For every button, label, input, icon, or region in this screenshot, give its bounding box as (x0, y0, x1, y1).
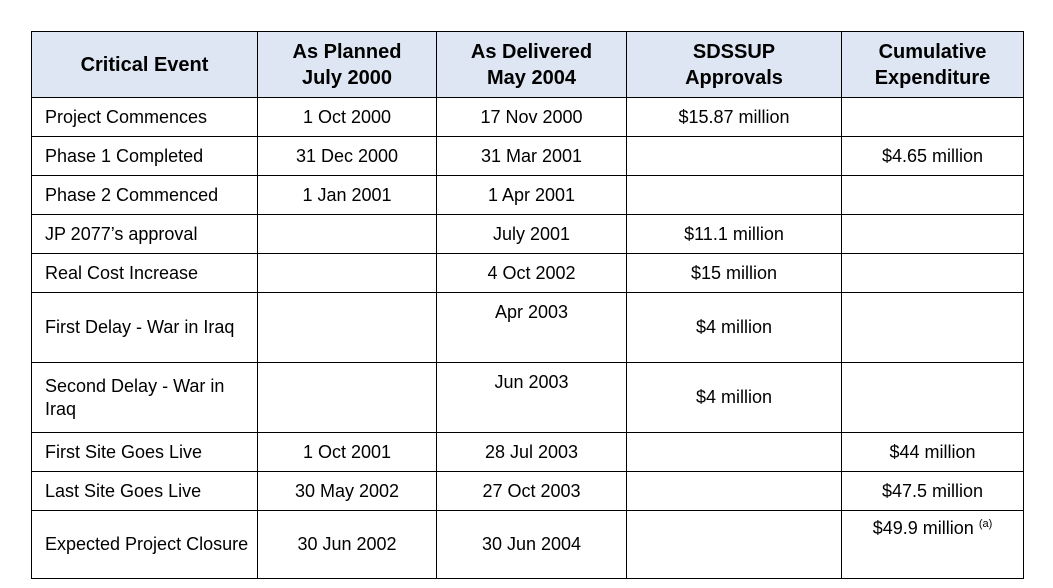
planned-cell: 1 Jan 2001 (258, 176, 437, 215)
planned-cell: 1 Oct 2000 (258, 98, 437, 137)
event-cell: First Site Goes Live (32, 433, 258, 472)
table-row (32, 254, 1024, 293)
cumulative-cell: $47.5 million (842, 472, 1024, 511)
cumulative-cell (842, 215, 1024, 254)
event-cell: Second Delay - War in Iraq (32, 363, 258, 433)
cumulative-cell (842, 176, 1024, 215)
approvals-cell (627, 511, 842, 579)
delivered-cell: 17 Nov 2000 (437, 98, 627, 137)
approvals-cell: $4 million (627, 293, 842, 363)
header-line: SDSSUP (692, 40, 776, 63)
header-critical-event (32, 32, 258, 98)
delivered-cell: 1 Apr 2001 (437, 176, 627, 215)
approvals-cell (627, 472, 842, 511)
approvals-cell: $11.1 million (627, 215, 842, 254)
header-line: July 2000 (301, 66, 393, 89)
cumulative-cell: $44 million (842, 433, 1024, 472)
header-line: Critical Event (80, 53, 209, 76)
approvals-cell: $15 million (627, 254, 842, 293)
event-cell: Real Cost Increase (32, 254, 258, 293)
planned-cell (258, 215, 437, 254)
table-row (32, 293, 1024, 363)
table-row (32, 472, 1024, 511)
header-line: May 2004 (487, 66, 576, 89)
delivered-cell: 30 Jun 2004 (437, 511, 627, 579)
approvals-cell: $15.87 million (627, 98, 842, 137)
header-as-planned (258, 32, 437, 98)
header-line: Cumulative (878, 40, 987, 63)
table-row (32, 511, 1024, 579)
event-cell: Last Site Goes Live (32, 472, 258, 511)
event-cell: Phase 2 Commenced (32, 176, 258, 215)
cumulative-cell (842, 293, 1024, 363)
critical-events-table (31, 31, 1024, 579)
planned-cell (258, 363, 437, 433)
cumulative-cell (842, 254, 1024, 293)
delivered-cell: 31 Mar 2001 (437, 137, 627, 176)
event-cell: Project Commences (32, 98, 258, 137)
table-row (32, 363, 1024, 433)
header-as-delivered (437, 32, 627, 98)
approvals-cell (627, 176, 842, 215)
header-cumulative-expenditure (842, 32, 1024, 98)
planned-cell: 30 Jun 2002 (258, 511, 437, 579)
table-row (32, 137, 1024, 176)
event-cell: Expected Project Closure (32, 511, 258, 579)
table-row (32, 433, 1024, 472)
delivered-cell: Apr 2003 (437, 293, 627, 363)
delivered-cell: 27 Oct 2003 (437, 472, 627, 511)
footnote-marker: (a) (978, 518, 993, 530)
event-cell: Phase 1 Completed (32, 137, 258, 176)
header-sdssup-approvals (627, 32, 842, 98)
approvals-cell (627, 433, 842, 472)
cumulative-cell (842, 98, 1024, 137)
delivered-cell: Jun 2003 (437, 363, 627, 433)
delivered-cell: 4 Oct 2002 (437, 254, 627, 293)
delivered-cell: July 2001 (437, 215, 627, 254)
header-line: Expenditure (874, 66, 991, 89)
planned-cell (258, 254, 437, 293)
table-row (32, 176, 1024, 215)
event-cell: First Delay - War in Iraq (32, 293, 258, 363)
cumulative-cell: $4.65 million (842, 137, 1024, 176)
planned-cell: 31 Dec 2000 (258, 137, 437, 176)
cumulative-value: $49.9 million (872, 518, 974, 538)
cumulative-cell (842, 511, 1024, 579)
cumulative-cell (842, 363, 1024, 433)
header-line: As Delivered (470, 40, 593, 63)
table-row (32, 215, 1024, 254)
planned-cell: 1 Oct 2001 (258, 433, 437, 472)
header-line: As Planned (292, 40, 402, 63)
planned-cell (258, 293, 437, 363)
header-line: Approvals (685, 66, 783, 89)
event-cell: JP 2077’s approval (32, 215, 258, 254)
table-row (32, 98, 1024, 137)
approvals-cell (627, 137, 842, 176)
table-header-row (32, 32, 1024, 98)
approvals-cell: $4 million (627, 363, 842, 433)
planned-cell: 30 May 2002 (258, 472, 437, 511)
delivered-cell: 28 Jul 2003 (437, 433, 627, 472)
